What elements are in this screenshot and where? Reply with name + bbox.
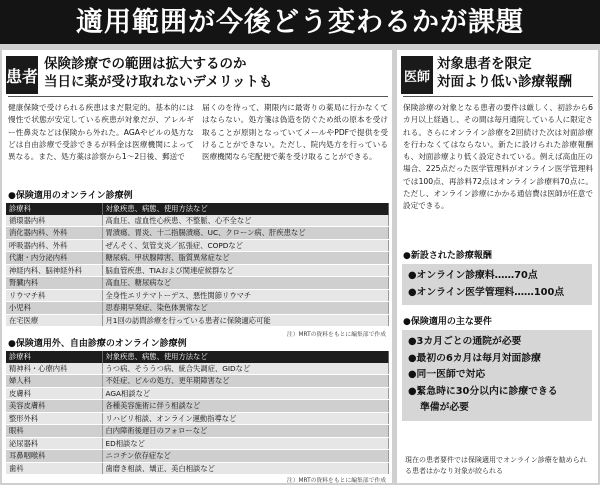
requirement-item-continued: 準備が必要	[420, 402, 469, 413]
table-cell: 皮膚科	[6, 387, 102, 400]
table-row	[6, 289, 388, 302]
table-cell: 月1回の訪問診療を行っている患者に保険適応可能	[102, 314, 388, 327]
table-row	[6, 239, 388, 252]
table1-header-dept: 診療科	[6, 203, 102, 215]
table-cell: 胃潰瘍、胃炎、十二指腸潰瘍、UC、クローン病、肝疾患など	[102, 227, 388, 240]
table-cell: ニコチン依存症など	[102, 450, 388, 463]
patient-body-col2: 届くのを待って、期限内に最寄りの薬局に行かなくてはならない。処方箋は偽造を防ぐため紙の原本を受け取ることが原則となっていてメールやPDFで提供を受けることができない。ただし、院内処方を行っている医療機関なら宅配便で薬を受け取ることができる。	[202, 103, 388, 162]
doctor-panel	[397, 50, 598, 483]
doctor-subtitle-1: 対象患者を限定	[437, 56, 532, 72]
table-cell: リウマチ科	[6, 289, 102, 302]
table-cell: 各種美容施術に伴う相談など	[102, 400, 388, 413]
fee-box	[402, 264, 592, 305]
table-cell: 高血圧、糖尿病など	[102, 277, 388, 290]
patient-subtitle-1: 保険診療での範囲は拡大するのか	[44, 56, 247, 72]
requirement-item: ●3カ月ごとの通院が必要	[408, 336, 522, 347]
table-cell: ぜんそく、気管支炎／拡張症、COPDなど	[102, 239, 388, 252]
table-cell: 在宅医療	[6, 314, 102, 327]
requirement-item: ●同一医師で対応	[408, 369, 486, 380]
table-row	[6, 425, 388, 438]
table-cell: 耳鼻咽喉科	[6, 450, 102, 463]
table-cell: 神経内科、脳神経外科	[6, 264, 102, 277]
table-row	[6, 387, 388, 400]
table-cell: 全身性エリテマトーデス、悪性関節リウマチ	[102, 289, 388, 302]
table-cell: 呼吸器内科、外科	[6, 239, 102, 252]
doctor-subtitle-2: 対面より低い診療報酬	[437, 74, 572, 90]
doctor-body: 保険診療の対象となる患者の要件は厳しく、初診から6カ月以上経過し、その間は毎月通院している人に限定される。さらにオンライン診療を2回続けた次は対面診療を行わなくてはならない。新たに設けられた診療報酬も、対面診療より低く設定されている。例えば高血圧の場合、225点だった医学管理料がオンライン医学管理料では100点、再診料72点はオンライン診療料70点に。ただし、オンライン診療にかかる通信費は医師が任意で設定できる。	[403, 103, 593, 211]
requirement-item: ●最初の6カ月は毎月対面診療	[408, 352, 541, 364]
insured-examples-table	[6, 203, 389, 327]
table2-header-dept: 診療科	[6, 351, 102, 363]
patient-subtitle-2: 当日に薬が受け取れないデメリットも	[44, 74, 273, 90]
table-cell: 美容皮膚科	[6, 400, 102, 413]
table-cell: ED相談など	[102, 437, 388, 450]
table-cell: 代謝・内分泌内科	[6, 252, 102, 265]
table-cell: 不妊症、ピルの処方、更年期障害など	[102, 375, 388, 388]
table-row	[6, 412, 388, 425]
table-row	[6, 277, 388, 290]
table-row	[6, 252, 388, 265]
fee-item: ●オンライン診療料……70点	[408, 270, 538, 281]
table-row	[6, 227, 388, 240]
table-cell: 眼科	[6, 425, 102, 438]
patient-divider	[8, 96, 388, 97]
table2-note: 注）MRTの資料をもとに編集部で作成	[286, 478, 386, 484]
table-cell: 婦人科	[6, 375, 102, 388]
table-row	[6, 215, 388, 227]
patient-tag: 患者	[6, 56, 38, 94]
table-cell: 思春期早発症、染色体異常など	[102, 302, 388, 315]
table1-note: 注）MRTの資料をもとに編集部で作成	[286, 332, 386, 338]
table-cell: 歯科	[6, 462, 102, 475]
table-cell: 整形外科	[6, 412, 102, 425]
table-cell: 腎臓内科	[6, 277, 102, 290]
fee-title: ●新設された診療報酬	[403, 251, 492, 261]
requirements-box	[402, 330, 592, 421]
headline-banner	[0, 0, 600, 44]
patient-panel	[2, 50, 392, 483]
table-cell: リハビリ相談、オンライン運動指導など	[102, 412, 388, 425]
headline-text: 適用範囲が今後どう変わるかが課題	[76, 6, 524, 38]
table-row	[6, 400, 388, 413]
table-cell: 糖尿病、甲状腺障害、脂質異常症など	[102, 252, 388, 265]
table-row	[6, 314, 388, 327]
table-cell: 高血圧、虚血性心疾患、不整脈、心不全など	[102, 215, 388, 227]
table-cell: 歯磨き相談、矯正、美白相談など	[102, 462, 388, 475]
table-cell: 泌尿器科	[6, 437, 102, 450]
table-cell: AGA相談など	[102, 387, 388, 400]
requirement-item: ●緊急時に30分以内に診療できる	[408, 385, 558, 397]
table-row	[6, 437, 388, 450]
table-row	[6, 363, 388, 375]
table-row	[6, 264, 388, 277]
table-row	[6, 450, 388, 463]
table-cell: 循環器内科	[6, 215, 102, 227]
table-row	[6, 375, 388, 388]
doctor-tag: 医師	[401, 56, 433, 94]
requirements-title: ●保険適用の主な要件	[403, 317, 492, 327]
fee-item: ●オンライン医学管理料……100点	[408, 286, 565, 298]
doctor-footnote: 現在の患者要件では保険適用でオンライン診療を勧められる患者はかなり対象が絞られる	[405, 456, 587, 475]
table-row	[6, 302, 388, 315]
table1-title: ●保険適用のオンライン診療例	[8, 191, 133, 201]
table2-title: ●保険適用外、自由診療のオンライン診療例	[8, 339, 187, 349]
table1-header-target: 対象疾患、病態、使用方法など	[102, 203, 388, 215]
table-cell: 白内障術後遅日のフォローなど	[102, 425, 388, 438]
doctor-divider	[403, 96, 593, 97]
table-cell: うつ病、そううつ病、統合失調症、GIDなど	[102, 363, 388, 375]
table-cell: 脳血管疾患、TIAおよび関連症候群など	[102, 264, 388, 277]
table-cell: 精神科・心療内科	[6, 363, 102, 375]
table2-header-target: 対象疾患、病態、使用方法など	[102, 351, 388, 363]
table-cell: 小児科	[6, 302, 102, 315]
table-row	[6, 462, 388, 475]
patient-body-col1: 健康保険で受けられる疾患はまだ限定的。基本的には慢性で状態が安定している疾患が対象だが、アレルギー性鼻炎などは保険から外れた。AGAやピルの処方などは自由診療で受診できるが料金は医療機関によって異なる。また、処方薬は診察から1～2日後、郵送で	[8, 103, 194, 162]
free-care-examples-table	[6, 351, 389, 475]
table-cell: 消化器内科、外科	[6, 227, 102, 240]
